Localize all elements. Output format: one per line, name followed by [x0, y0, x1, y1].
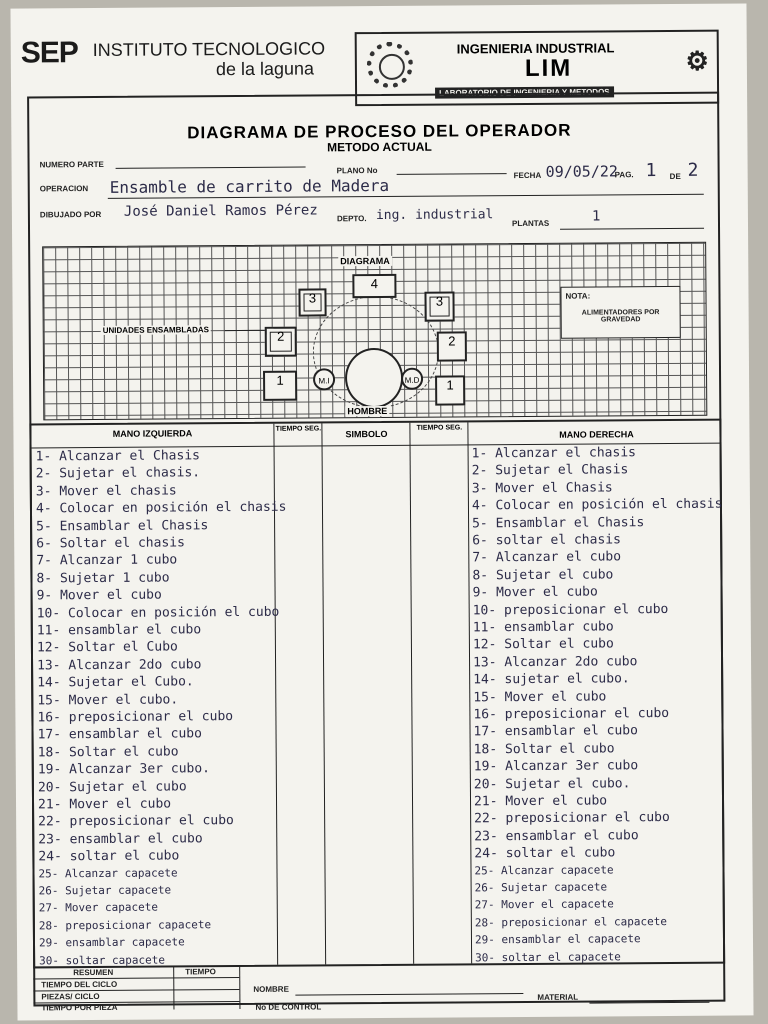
piezas-ciclo-label: PIEZAS/ CICLO — [41, 991, 100, 1002]
fecha-value[interactable]: 09/05/22 — [545, 162, 618, 181]
form-sheet — [10, 3, 753, 1020]
step-item: 11- ensamblar cubo — [472, 619, 614, 636]
material-field[interactable] — [589, 1002, 709, 1004]
step-item: 29- ensamblar capacete — [38, 935, 185, 950]
step-item: 28- preposicionar capacete — [38, 918, 212, 933]
sep-logo: SEP — [20, 36, 78, 70]
plantas-label: PLANTAS — [511, 218, 550, 229]
step-item: 2- Sujetar el Chasis — [471, 462, 629, 479]
step-item: 25- Alcanzar capacete — [38, 866, 178, 881]
step-item: 23- ensamblar el cubo — [474, 828, 639, 845]
step-item: 5- Ensamblar el Chasis — [472, 514, 645, 531]
institute-location: de la laguna — [215, 58, 315, 80]
step-item: 18- Soltar el cubo — [37, 744, 179, 761]
tiempo-ciclo-label: TIEMPO DEL CICLO — [41, 979, 118, 990]
lab-short-name: LIM — [524, 54, 573, 82]
step-item: 26- Sujetar capacete — [38, 883, 172, 898]
pag-value[interactable]: 1 — [645, 160, 657, 182]
depto-label: DEPTO. — [336, 214, 367, 224]
step-item: 18- Soltar el cubo — [473, 741, 615, 758]
summary-row-line — [33, 977, 239, 979]
step-item: 8- Sujetar 1 cubo — [36, 570, 170, 587]
institute-name: INSTITUTO TECNOLOGICO — [92, 38, 326, 61]
nota-text: ALIMENTADORES POR GRAVEDAD — [581, 309, 660, 324]
dibujado-label: DIBUJADO POR — [39, 209, 102, 220]
step-item: 25- Alcanzar capacete — [474, 862, 614, 877]
nombre-field[interactable] — [295, 993, 523, 996]
nota-label: NOTA: — [565, 291, 591, 301]
step-item: 4- Colocar en posición el chasis — [35, 499, 287, 517]
step-item: 24- soltar el cubo — [38, 848, 180, 865]
step-item: 12- Soltar el Cubo — [36, 639, 178, 656]
de-label: DE — [669, 171, 681, 181]
de-value[interactable]: 2 — [687, 159, 699, 181]
bin-right-1: 1 — [435, 375, 465, 405]
step-item: 27- Mover capacete — [38, 900, 159, 915]
bin-left-3: 3 — [298, 288, 326, 316]
left-hand-header: MANO IZQUIERDA — [112, 428, 193, 439]
operacion-label: OPERACION — [39, 184, 89, 194]
summary-footer — [33, 962, 725, 1011]
step-item: 3- Mover el chasis — [35, 483, 177, 500]
step-item: 5- Ensamblar el Chasis — [36, 517, 209, 535]
summary-row-line — [33, 989, 239, 991]
dibujado-value[interactable]: José Daniel Ramos Pérez — [123, 202, 318, 220]
bin-left-1: 1 — [263, 371, 297, 401]
bin-left-2: 2 — [265, 327, 297, 357]
step-item: 7- Alcanzar 1 cubo — [36, 552, 178, 569]
step-item: 10- Colocar en posición el cubo — [36, 604, 280, 622]
step-item: 7- Alcanzar el cubo — [472, 549, 622, 566]
tiempo-label: TIEMPO — [185, 967, 216, 977]
no-control-label: No DE CONTROL — [255, 1002, 322, 1012]
department-name: INGENIERIA INDUSTRIAL — [456, 40, 615, 57]
step-item: 21- Mover el cubo — [473, 793, 608, 810]
emblem-center-icon — [379, 54, 405, 80]
summary-col-line — [173, 965, 174, 1009]
step-item: 16- preposicionar el cubo — [473, 706, 670, 723]
hombre-label: HOMBRE — [347, 405, 388, 417]
step-item: 10- preposicionar el cubo — [472, 601, 669, 618]
fecha-label: FECHA — [513, 170, 542, 181]
left-hand-icon: M.I — [313, 368, 335, 390]
step-item: 1- Alcanzar el chasis — [471, 445, 637, 462]
step-item: 22- preposicionar el cubo — [474, 810, 670, 827]
operations-table — [29, 419, 725, 969]
step-item: 13- Alcanzar 2do cubo — [37, 657, 202, 674]
step-item: 14- Sujetar el Cubo. — [37, 674, 194, 691]
step-item: 6- Soltar el chasis — [36, 535, 185, 552]
step-item: 21- Mover el cubo — [37, 796, 172, 813]
diagram-title: DIAGRAMA — [340, 255, 390, 267]
lab-full-name: LABORATORIO DE INGENIERIA Y METODOS — [435, 86, 614, 98]
step-item: 26- Sujetar capacete — [474, 880, 608, 895]
bin-top: 4 — [352, 274, 396, 298]
time-header-right: TIEMPO SEG. — [416, 424, 463, 432]
step-item: 19- Alcanzar 3er cubo — [473, 758, 639, 775]
tiempo-pieza-label: TIEMPO POR PIEZA — [41, 1002, 118, 1013]
right-hand-icon: M.D — [401, 368, 423, 390]
step-item: 22- preposicionar el cubo — [38, 813, 234, 830]
pag-label: PAG. — [614, 170, 634, 180]
step-item: 20- Sujetar el cubo — [37, 778, 187, 796]
step-item: 30- soltar capacete — [39, 953, 166, 967]
form-subtitle: METODO ACTUAL — [327, 139, 432, 155]
step-item: 19- Alcanzar 3er cubo. — [37, 761, 211, 778]
unidades-label: UNIDADES ENSAMBLADAS — [102, 325, 209, 335]
step-item: 3- Mover el Chasis — [471, 480, 613, 497]
step-item: 15- Mover el cubo — [473, 689, 607, 705]
step-item: 30- soltar el capacete — [475, 949, 621, 964]
step-item: 16- preposicionar el cubo — [37, 709, 234, 726]
form-title: DIAGRAMA DE PROCESO DEL OPERADOR — [187, 120, 572, 143]
step-item: 14- sujetar el cubo. — [473, 671, 630, 688]
step-item: 17- ensamblar el cubo — [473, 723, 638, 740]
material-label: MATERIAL — [537, 992, 579, 1002]
step-item: 1- Alcanzar el Chasis — [35, 448, 201, 465]
resumen-label: RESUMEN — [73, 967, 114, 978]
operator-figure-icon — [345, 348, 403, 408]
plano-label: PLANO No — [336, 166, 378, 176]
step-item: 20- Sujetar el cubo. — [473, 775, 631, 792]
step-item: 24- soltar el cubo — [474, 845, 616, 862]
step-item: 17- ensamblar el cubo — [37, 726, 202, 743]
nombre-label: NOMBRE — [253, 984, 289, 994]
step-item: 23- ensamblar el cubo — [38, 831, 203, 848]
step-item: 15- Mover el cubo. — [37, 692, 179, 709]
numero-parte-label: NUMERO PARTE — [39, 159, 104, 170]
step-item: 11- ensamblar el cubo — [36, 622, 202, 639]
right-hand-header: MANO DERECHA — [559, 429, 634, 440]
step-item: 6- soltar el chasis — [472, 532, 621, 549]
step-item: 2- Sujetar el chasis. — [35, 465, 201, 482]
time-header-left: TIEMPO SEG. — [275, 425, 322, 433]
note-box — [560, 286, 680, 339]
step-item: 27- Mover el capacete — [474, 897, 614, 912]
step-item: 4- Colocar en posición el chasis — [471, 496, 723, 514]
step-item: 28- preposicionar el capacete — [474, 914, 667, 930]
step-item: 12- Soltar el cubo — [472, 636, 614, 653]
col-divider — [409, 423, 414, 964]
step-item: 9- Mover el cubo — [472, 584, 598, 601]
depto-value[interactable]: ing. industrial — [375, 207, 494, 224]
step-item: 8- Sujetar el cubo — [472, 567, 614, 584]
lim-logo-icon: ⚙ — [685, 45, 709, 76]
bin-right-3: 3 — [424, 291, 454, 321]
step-item: 9- Mover el cubo — [36, 587, 162, 604]
col-divider — [321, 423, 326, 964]
summary-box — [33, 965, 240, 1013]
step-item: 29- ensamblar el capacete — [474, 932, 641, 947]
bin-right-2: 2 — [437, 331, 467, 361]
symbol-header: SIMBOLO — [345, 428, 388, 440]
plantas-value[interactable]: 1 — [591, 208, 601, 225]
operacion-value[interactable]: Ensamble de carrito de Madera — [109, 175, 390, 197]
step-item: 13- Alcanzar 2do cubo — [473, 654, 638, 671]
